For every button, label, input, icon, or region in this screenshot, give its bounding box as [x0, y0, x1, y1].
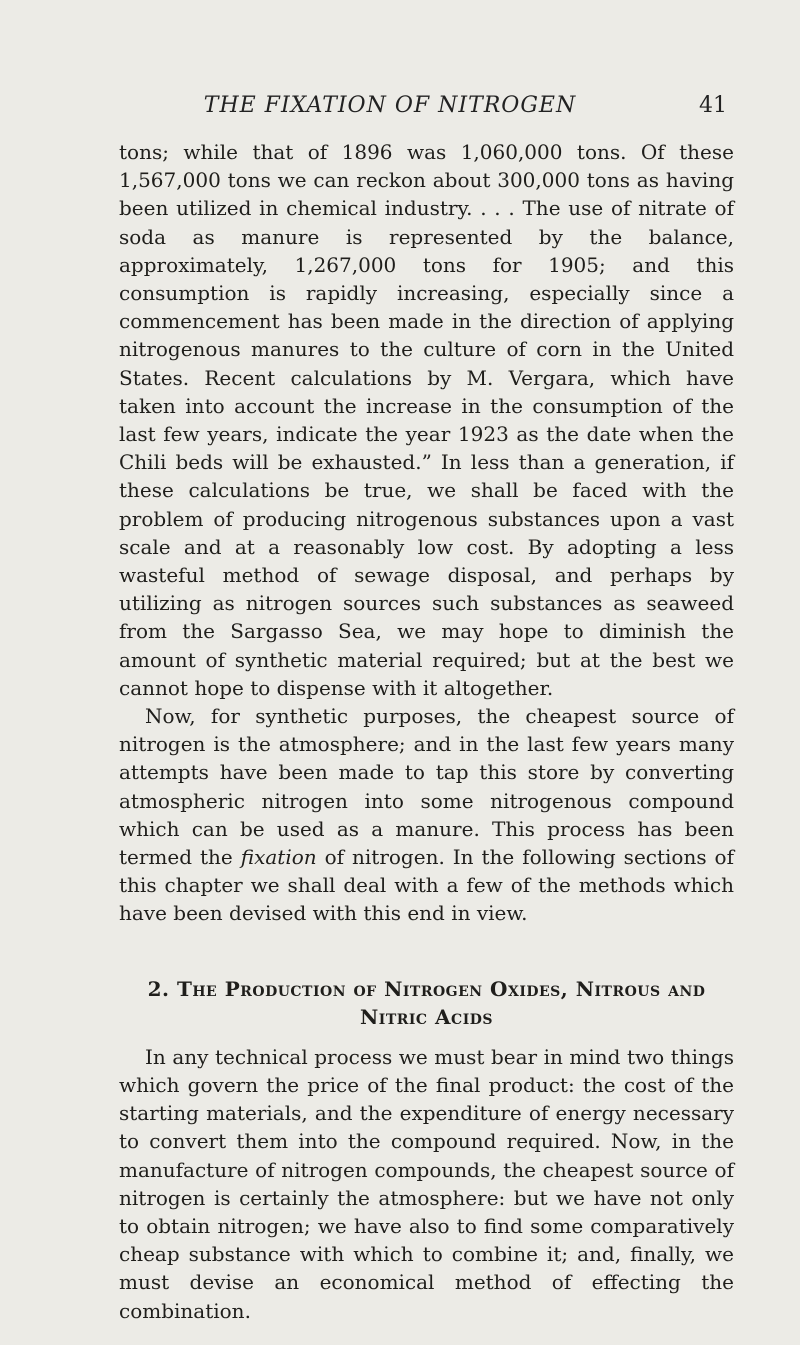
paragraph-technical-process: In any technical process we must bear in mind two things which govern the price of the final product: the cost of the starting materials, and the expenditure of energy necessary to convert them into the compound required. Now, in the manufacture of nitrogen compounds, the cheapest source of nitrogen is certainly the atmosphere: but we have not only to obtain nitrogen; we have also to find some comparatively cheap substance with which to combine it; and, finally, we must devise an economical method of effecting the combination.: [119, 1044, 734, 1323]
body-text: [119, 138, 734, 1325]
fixation-term: fixation: [240, 845, 317, 870]
section-heading-text: 2. The Production of Nitrogen Oxides, Nitrous and Nitric Acids: [147, 976, 706, 1029]
running-header: [0, 93, 800, 129]
paragraph-fixation-text-a: Now, for synthetic purposes, the cheapest source of nitrogen is the atmosphere; and in the last few years many attempts have been made to tap this store by converting atmospheric nitrogen into some nitrogenous compound which can be used as a manure. This process has been termed the: [119, 704, 734, 870]
paragraph-fixation-text-b: of nitrogen. In the following sections of this chapter we shall deal with a few of the methods which have been devised with this end in view.: [119, 845, 735, 926]
paragraph-fixation: [119, 702, 734, 928]
paragraph-continuation: tons; while that of 1896 was 1,060,000 tons. Of these 1,567,000 tons we can reckon about 300,000 tons as having been utilized in chemical industry. . . . The use of nitrate of soda as manure is represented by the balance, approximately, 1,267,000 tons for 1905; and this consumption is rapidly increasing, especially since a commencement has been made in the direction of applying nitrogenous manures to the culture of corn in the United States. Recent calculations by M. Vergara, which have taken into account the increase in the consumption of the last few years, indicate the year 1923 as the date when the Chili beds will be exhausted.” In less than a generation, if these calculations be true, we shall be faced with the problem of producing nitrogenous substances upon a vast scale and at a reasonably low cost. By adopting a less wasteful method of sewage disposal, and perhaps by utilizing as nitrogen sources such substances as seaweed from the Sargasso Sea, we may hope to diminish the amount of synthetic material required; but at the best we cannot hope to dispense with it altogether.: [119, 140, 734, 700]
running-title: THE FIXATION OF NITROGEN: [203, 93, 577, 118]
section-heading: [119, 975, 734, 1031]
page-number: 41: [699, 93, 727, 118]
